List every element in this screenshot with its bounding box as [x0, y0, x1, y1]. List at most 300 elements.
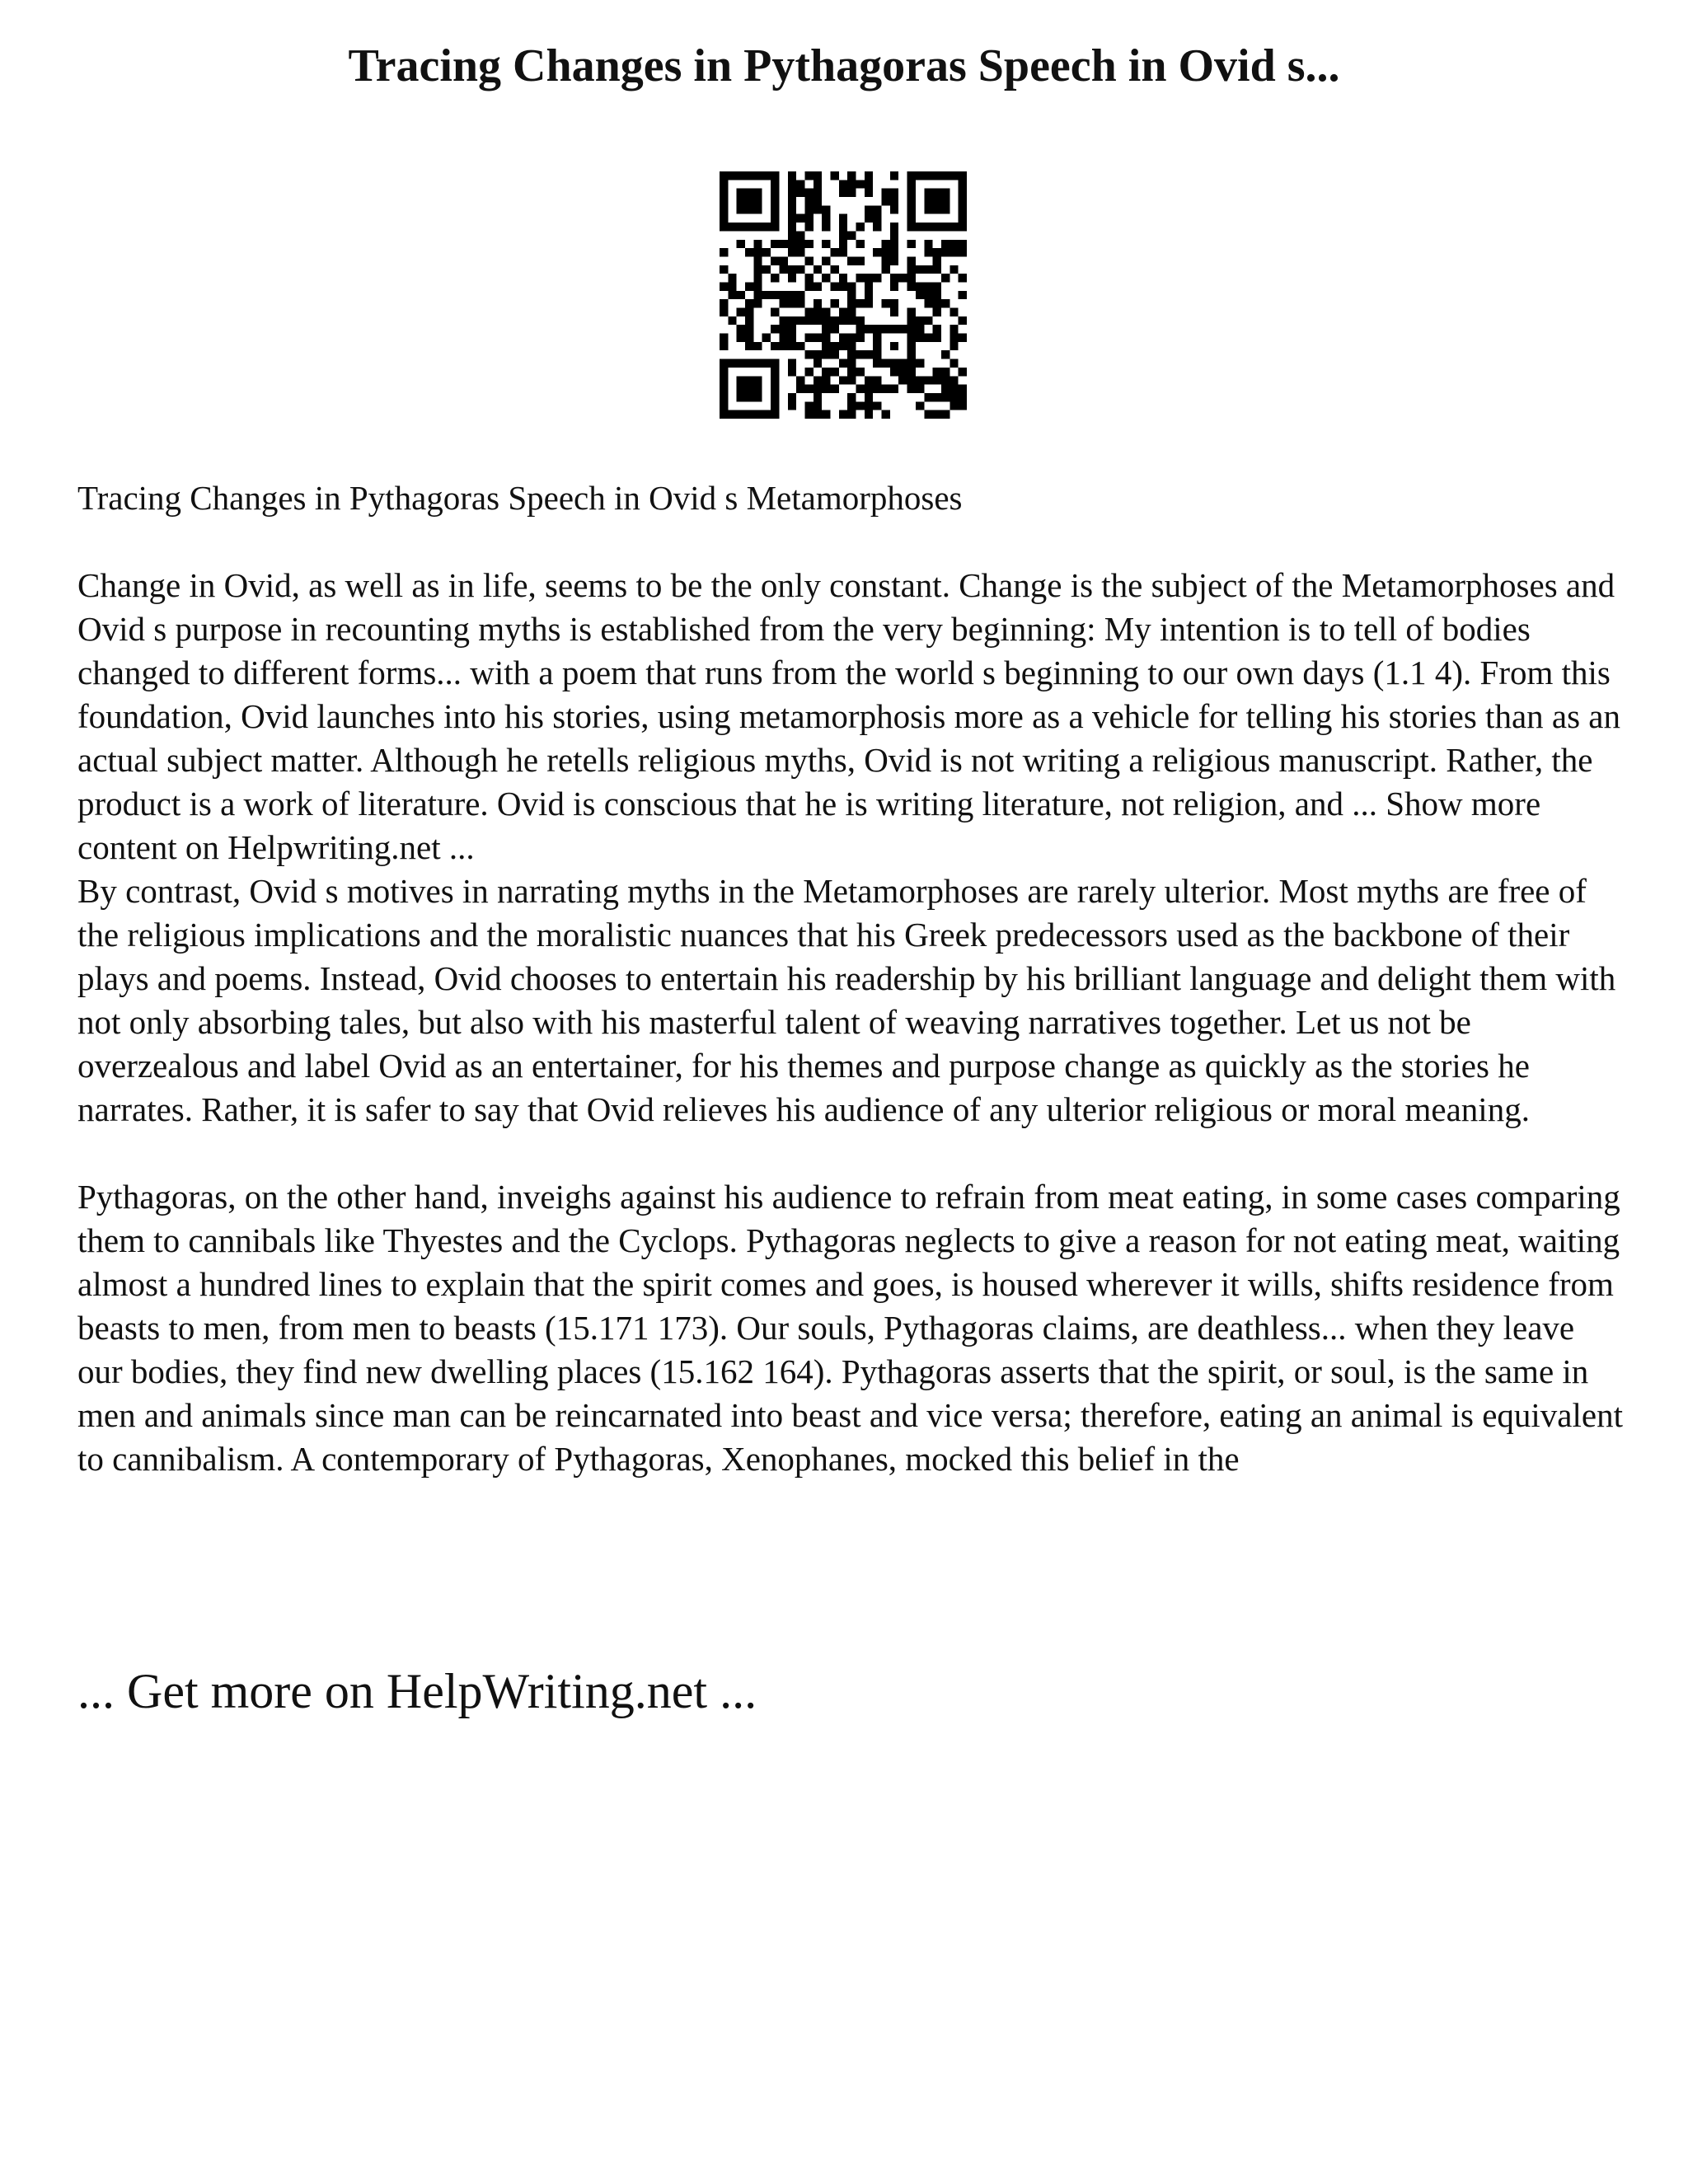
- qr-module: [830, 385, 838, 393]
- qr-module: [916, 385, 924, 393]
- qr-module: [941, 205, 950, 213]
- qr-module: [745, 308, 753, 316]
- qr-module: [907, 265, 916, 274]
- qr-module: [728, 410, 736, 419]
- qr-module: [933, 410, 941, 419]
- qr-module: [737, 325, 745, 333]
- qr-module: [959, 274, 967, 282]
- qr-module: [737, 359, 745, 368]
- qr-module: [728, 359, 736, 368]
- qr-module: [924, 223, 932, 231]
- qr-module: [916, 223, 924, 231]
- qr-module: [762, 248, 771, 256]
- qr-module: [779, 240, 787, 248]
- qr-module: [924, 171, 932, 180]
- qr-module: [771, 197, 779, 205]
- qr-module: [753, 410, 762, 419]
- qr-module: [941, 368, 950, 376]
- qr-module: [856, 223, 865, 231]
- qr-module: [865, 274, 873, 282]
- qr-module: [804, 214, 813, 223]
- qr-module: [856, 256, 865, 265]
- qr-module: [839, 240, 847, 248]
- qr-module: [941, 197, 950, 205]
- qr-module: [814, 171, 822, 180]
- qr-module: [753, 274, 762, 282]
- qr-module: [873, 350, 881, 359]
- qr-module: [753, 376, 762, 384]
- qr-module: [865, 180, 873, 188]
- qr-module: [959, 368, 967, 376]
- qr-module: [796, 248, 804, 256]
- qr-module: [924, 265, 932, 274]
- qr-module: [796, 265, 804, 274]
- qr-module: [933, 171, 941, 180]
- qr-module: [796, 385, 804, 393]
- qr-module: [950, 334, 958, 342]
- qr-module: [762, 171, 771, 180]
- qr-module: [728, 316, 736, 325]
- qr-module: [916, 359, 924, 368]
- qr-module: [907, 308, 916, 316]
- qr-module: [882, 385, 890, 393]
- qr-module: [890, 342, 898, 350]
- qr-module: [916, 171, 924, 180]
- qr-module: [796, 342, 804, 350]
- qr-module: [814, 205, 822, 213]
- qr-module: [830, 171, 838, 180]
- qr-module: [959, 205, 967, 213]
- qr-module: [814, 265, 822, 274]
- qr-module: [745, 223, 753, 231]
- qr-module: [814, 299, 822, 307]
- qr-module: [779, 265, 787, 274]
- qr-module: [822, 240, 830, 248]
- qr-module: [753, 359, 762, 368]
- qr-module: [882, 359, 890, 368]
- qr-module: [745, 342, 753, 350]
- qr-module: [779, 299, 787, 307]
- qr-module: [788, 248, 796, 256]
- qr-module: [737, 189, 745, 197]
- qr-module: [950, 265, 958, 274]
- qr-module: [898, 368, 907, 376]
- qr-module: [890, 274, 898, 282]
- qr-module: [907, 171, 916, 180]
- qr-module: [839, 214, 847, 223]
- qr-module: [720, 197, 728, 205]
- qr-module: [762, 334, 771, 342]
- qr-module: [839, 334, 847, 342]
- qr-module: [890, 299, 898, 307]
- qr-module: [865, 282, 873, 290]
- qr-module: [873, 274, 881, 282]
- qr-module: [933, 334, 941, 342]
- qr-module: [753, 299, 762, 307]
- qr-module: [959, 171, 967, 180]
- qr-module: [720, 214, 728, 223]
- qr-module: [847, 282, 856, 290]
- qr-module: [822, 316, 830, 325]
- qr-module: [924, 282, 932, 290]
- paragraph-pythagoras: Pythagoras, on the other hand, inveighs against his audience to refrain from meat eating, in some cases comparing them to cannibals like Thyestes and the Cyclops. Pythagoras neglects to give a reason for not eating meat, waiting almost a hundred lines to explain that the spirit comes and goes, is housed wherever it wills, shifts residence from beasts to men, from men to beasts (15.171 173). Our souls, Pythagoras claims, are deathless... when they leave our bodies, they find new dwelling places (15.162 164). Pythagoras asserts that the spirit, or soul, is the same in men and animals since man can be reincarnated into beast and vice versa; therefore, eating an animal is equivalent to cannibalism. A contemporary of Pythagoras, Xenophanes, mocked this belief in the: [77, 1178, 1623, 1478]
- qr-module: [796, 180, 804, 188]
- qr-module: [907, 368, 916, 376]
- qr-module: [771, 359, 779, 368]
- qr-module: [814, 189, 822, 197]
- qr-module: [737, 308, 745, 316]
- qr-module: [753, 197, 762, 205]
- qr-module: [856, 334, 865, 342]
- qr-module: [830, 248, 838, 256]
- qr-module: [907, 359, 916, 368]
- qr-module: [822, 342, 830, 350]
- qr-module: [950, 240, 958, 248]
- qr-module: [788, 180, 796, 188]
- qr-module: [933, 368, 941, 376]
- qr-module: [788, 368, 796, 376]
- qr-module: [720, 376, 728, 384]
- qr-module: [924, 299, 932, 307]
- qr-module: [959, 223, 967, 231]
- qr-module: [839, 223, 847, 231]
- qr-module: [745, 334, 753, 342]
- qr-module: [898, 325, 907, 333]
- qr-module: [933, 325, 941, 333]
- qr-module: [822, 385, 830, 393]
- qr-module: [737, 240, 745, 248]
- qr-module: [745, 393, 753, 401]
- qr-module: [788, 342, 796, 350]
- qr-module: [856, 325, 865, 333]
- qr-module: [762, 291, 771, 299]
- qr-module: [720, 282, 728, 290]
- qr-module: [924, 197, 932, 205]
- qr-module: [745, 299, 753, 307]
- qr-module: [907, 342, 916, 350]
- qr-module: [847, 256, 856, 265]
- qr-module: [907, 316, 916, 325]
- qr-module: [856, 385, 865, 393]
- qr-module: [890, 231, 898, 239]
- qr-module: [933, 256, 941, 265]
- qr-module: [771, 214, 779, 223]
- qr-module: [950, 342, 958, 350]
- qr-module: [720, 334, 728, 342]
- qr-module: [907, 180, 916, 188]
- qr-module: [959, 385, 967, 393]
- qr-module: [907, 223, 916, 231]
- qr-module: [788, 359, 796, 368]
- qr-module: [847, 334, 856, 342]
- qr-module: [856, 299, 865, 307]
- qr-module: [839, 282, 847, 290]
- qr-module: [788, 197, 796, 205]
- qr-module: [916, 291, 924, 299]
- qr-module: [822, 256, 830, 265]
- qr-module: [907, 256, 916, 265]
- qr-module: [890, 385, 898, 393]
- qr-module: [865, 393, 873, 401]
- qr-module: [830, 325, 838, 333]
- qr-module: [771, 189, 779, 197]
- qr-module: [796, 299, 804, 307]
- qr-module: [856, 368, 865, 376]
- qr-module: [941, 376, 950, 384]
- qr-module: [890, 308, 898, 316]
- qr-module: [804, 223, 813, 231]
- qr-module: [745, 189, 753, 197]
- qr-module: [788, 291, 796, 299]
- qr-module: [814, 316, 822, 325]
- qr-module: [796, 214, 804, 223]
- qr-module: [814, 308, 822, 316]
- qr-module: [856, 401, 865, 410]
- qr-module: [856, 240, 865, 248]
- qr-module: [941, 248, 950, 256]
- qr-module: [753, 282, 762, 290]
- qr-module: [865, 325, 873, 333]
- qr-module: [873, 376, 881, 384]
- qr-module: [720, 223, 728, 231]
- qr-module: [924, 334, 932, 342]
- qr-module: [745, 282, 753, 290]
- qr-module: [720, 401, 728, 410]
- qr-code-icon[interactable]: [720, 171, 967, 419]
- qr-module: [745, 325, 753, 333]
- qr-module: [890, 282, 898, 290]
- qr-module: [890, 197, 898, 205]
- qr-module: [737, 223, 745, 231]
- qr-module: [728, 171, 736, 180]
- qr-module: [762, 359, 771, 368]
- qr-module: [753, 256, 762, 265]
- qr-module: [907, 274, 916, 282]
- qr-module: [788, 334, 796, 342]
- qr-module: [804, 316, 813, 325]
- qr-module: [890, 189, 898, 197]
- qr-module: [890, 368, 898, 376]
- qr-module: [933, 205, 941, 213]
- qr-module: [907, 385, 916, 393]
- qr-module: [822, 308, 830, 316]
- qr-module: [753, 189, 762, 197]
- qr-code-graphic: [720, 171, 967, 419]
- qr-module: [804, 256, 813, 265]
- qr-module: [814, 393, 822, 401]
- qr-module: [847, 342, 856, 350]
- get-more-link[interactable]: ... Get more on HelpWriting.net ...: [77, 1664, 757, 1718]
- qr-module: [720, 248, 728, 256]
- qr-module: [865, 205, 873, 213]
- qr-module: [822, 205, 830, 213]
- qr-module: [814, 334, 822, 342]
- qr-module: [882, 256, 890, 265]
- qr-module: [762, 410, 771, 419]
- paragraph-contrast: By contrast, Ovid s motives in narrating myths in the Metamorphoses are rarely ulterior. Most myths are free of the religious implications and the moralistic nuances that his Greek predecessors used as the backbone of their plays and poems. Instead, Ovid chooses to entertain his readership by his brilliant language and delight them with not only absorbing tales, but also with his masterful talent of weaving narratives together. Let us not be overzealous and label Ovid as an entertainer, for his themes and purpose change as quickly as the stories he narrates. Rather, it is safer to say that Ovid relieves his audience of any ulterior religious or moral meaning.: [77, 872, 1616, 1128]
- qr-module: [788, 316, 796, 325]
- qr-module: [771, 342, 779, 350]
- qr-module: [941, 240, 950, 248]
- qr-module: [720, 189, 728, 197]
- qr-module: [882, 325, 890, 333]
- qr-module: [771, 308, 779, 316]
- qr-module: [865, 171, 873, 180]
- qr-module: [873, 334, 881, 342]
- qr-module: [762, 265, 771, 274]
- qr-module: [804, 240, 813, 248]
- qr-module: [779, 334, 787, 342]
- qr-module: [933, 376, 941, 384]
- qr-module: [771, 256, 779, 265]
- qr-module: [745, 248, 753, 256]
- qr-module: [959, 316, 967, 325]
- qr-module: [779, 291, 787, 299]
- qr-module: [907, 325, 916, 333]
- qr-module: [762, 223, 771, 231]
- qr-module: [933, 197, 941, 205]
- qr-module: [788, 274, 796, 282]
- qr-module: [745, 171, 753, 180]
- qr-module: [941, 189, 950, 197]
- document-body: [77, 476, 1627, 1481]
- qr-module: [839, 231, 847, 239]
- qr-module: [720, 171, 728, 180]
- qr-module: [796, 291, 804, 299]
- qr-module: [865, 410, 873, 419]
- qr-module: [898, 359, 907, 368]
- qr-module: [882, 248, 890, 256]
- qr-module: [839, 316, 847, 325]
- qr-module: [728, 282, 736, 290]
- qr-module: [804, 350, 813, 359]
- qr-module: [814, 385, 822, 393]
- qr-module: [950, 393, 958, 401]
- qr-module: [804, 401, 813, 410]
- qr-module: [873, 325, 881, 333]
- qr-module: [916, 376, 924, 384]
- qr-module: [771, 401, 779, 410]
- qr-module: [847, 359, 856, 368]
- qr-module: [771, 368, 779, 376]
- qr-module: [753, 385, 762, 393]
- qr-module: [822, 325, 830, 333]
- qr-module: [898, 376, 907, 384]
- qr-module: [882, 410, 890, 419]
- qr-module: [788, 325, 796, 333]
- qr-module: [796, 316, 804, 325]
- qr-module: [728, 223, 736, 231]
- qr-module: [873, 401, 881, 410]
- qr-module: [959, 401, 967, 410]
- qr-module: [856, 180, 865, 188]
- qr-module: [959, 180, 967, 188]
- qr-module: [745, 359, 753, 368]
- qr-module: [924, 189, 932, 197]
- qr-module: [882, 265, 890, 274]
- qr-module: [890, 256, 898, 265]
- qr-module: [950, 223, 958, 231]
- qr-module: [745, 197, 753, 205]
- qr-module: [890, 171, 898, 180]
- qr-module: [753, 171, 762, 180]
- qr-module: [720, 410, 728, 419]
- qr-module: [830, 265, 838, 274]
- qr-module: [839, 180, 847, 188]
- qr-module: [847, 308, 856, 316]
- qr-module: [771, 240, 779, 248]
- qr-module: [830, 282, 838, 290]
- qr-module: [788, 231, 796, 239]
- qr-module: [814, 401, 822, 410]
- qr-module: [720, 180, 728, 188]
- qr-module: [882, 197, 890, 205]
- qr-module: [771, 410, 779, 419]
- qr-module: [796, 189, 804, 197]
- qr-module: [737, 393, 745, 401]
- qr-module: [873, 359, 881, 368]
- qr-module: [728, 274, 736, 282]
- qr-module: [822, 274, 830, 282]
- qr-module: [737, 410, 745, 419]
- qr-module: [847, 231, 856, 239]
- qr-module: [830, 316, 838, 325]
- qr-module: [847, 171, 856, 180]
- qr-module: [950, 171, 958, 180]
- qr-module: [907, 205, 916, 213]
- qr-module: [916, 334, 924, 342]
- qr-module: [771, 325, 779, 333]
- qr-module: [737, 197, 745, 205]
- qr-module: [959, 189, 967, 197]
- qr-module: [924, 410, 932, 419]
- qr-module: [737, 171, 745, 180]
- qr-module: [847, 368, 856, 376]
- qr-module: [804, 334, 813, 342]
- qr-module: [839, 189, 847, 197]
- qr-module: [839, 308, 847, 316]
- qr-module: [916, 316, 924, 325]
- qr-module: [753, 223, 762, 231]
- qr-module: [856, 350, 865, 359]
- qr-module: [847, 180, 856, 188]
- qr-module: [933, 223, 941, 231]
- qr-module: [814, 350, 822, 359]
- qr-module: [847, 316, 856, 325]
- qr-module: [804, 274, 813, 282]
- qr-module: [720, 393, 728, 401]
- qr-module: [771, 205, 779, 213]
- qr-module: [959, 291, 967, 299]
- qr-module: [916, 265, 924, 274]
- qr-module: [745, 376, 753, 384]
- qr-module: [822, 214, 830, 223]
- qr-module: [941, 223, 950, 231]
- qr-module: [873, 223, 881, 231]
- qr-module: [753, 205, 762, 213]
- qr-module: [814, 359, 822, 368]
- qr-module: [916, 401, 924, 410]
- qr-module: [779, 342, 787, 350]
- qr-module: [873, 214, 881, 223]
- qr-module: [839, 248, 847, 256]
- qr-module: [720, 385, 728, 393]
- qr-module: [882, 299, 890, 307]
- qr-module: [804, 282, 813, 290]
- qr-module: [804, 385, 813, 393]
- qr-module: [907, 376, 916, 384]
- qr-module: [788, 223, 796, 231]
